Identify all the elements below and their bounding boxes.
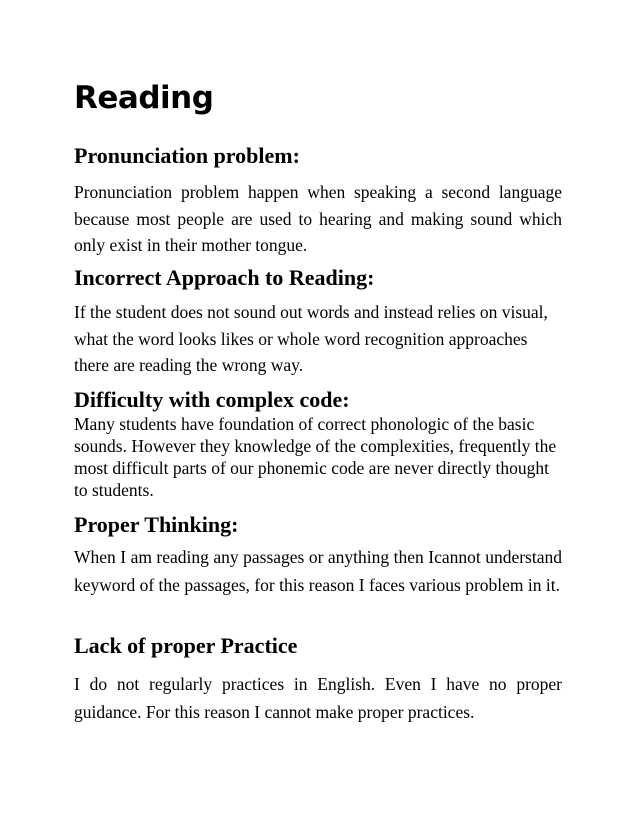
section-heading-incorrect-approach: Incorrect Approach to Reading: (74, 265, 375, 290)
section-heading-complex-code: Difficulty with complex code: (74, 387, 350, 412)
section-body-proper-thinking: When I am reading any passages or anything then Icannot understand keyword of the passages, for this reason I faces various problem in it. (74, 547, 562, 595)
section-heading-proper-practice: Lack of proper Practice (74, 633, 298, 658)
section-heading-proper-thinking: Proper Thinking: (74, 512, 239, 537)
section-body-incorrect-approach: If the student does not sound out words and instead relies on visual, what the word looks likes or whole word recognition approaches there are reading the wrong way. (74, 302, 548, 375)
section-body-proper-practice: I do not regularly practices in English. Even I have no proper guidance. For this reason I cannot make proper practices. (74, 674, 562, 722)
page-title: Reading (74, 80, 214, 116)
section-body-complex-code: Many students have foundation of correct phonologic of the basic sounds. However they knowledge of the complexities, frequently the most difficult parts of our phonemic code are never directly thought to students. (74, 414, 557, 500)
section-body-pronunciation: Pronunciation problem happen when speaking a second language because most people are used to hearing and making sound which only exist in their mother tongue. (74, 182, 562, 255)
section-heading-pronunciation: Pronunciation problem: (74, 143, 300, 168)
